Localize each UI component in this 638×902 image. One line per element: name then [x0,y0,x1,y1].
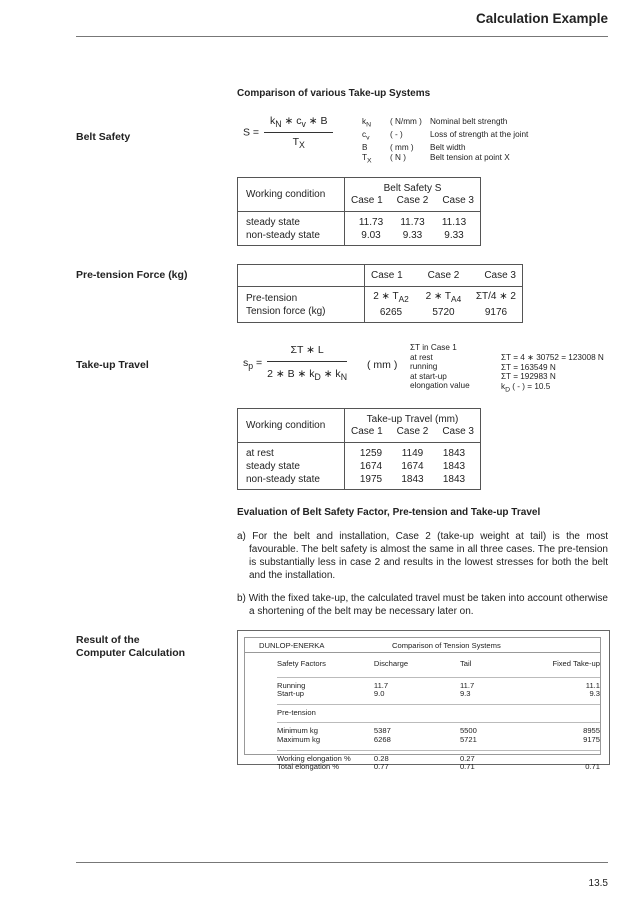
output-row [277,727,600,736]
footer-rule [76,862,608,863]
output-row [277,709,600,718]
row-label: Tension force (kg) [246,305,326,317]
paragraph-b-text: b) With the fixed take-up, the calculated travel must be taken into account otherwise a shortening of the belt may be necessary later on. [237,593,608,617]
takeup-values [501,353,604,395]
legend-unit: ( mm ) [390,143,414,153]
takeup-table [237,408,481,490]
legend-description: Nominal belt strength [430,117,508,126]
output-row [277,690,600,699]
formula-numerator: ΣT ∗ L [267,344,347,362]
row-values [351,229,474,242]
takeup-formula [243,344,347,382]
output-cell: 9.3 [589,689,600,699]
output-row-label: Total elongation % [277,762,340,772]
row-header: Working condition [238,409,345,443]
cell-value: 1843 [442,447,466,459]
cell-value: 9.33 [444,229,464,241]
pretension-label: Pre-tension Force (kg) [76,269,188,281]
output-cell: Fixed Take-up [552,659,600,668]
evaluation-paragraph-a [237,530,608,582]
output-row-label: Maximum kg [277,734,321,744]
takeup-unit: ( mm ) [367,359,398,371]
formula-denominator: 2 ∗ B ∗ $k_D$ ∗ $k_N$ [267,368,348,383]
row-label: steady state [246,460,300,472]
output-cell: 0.71 [585,762,600,772]
takeup-note: at rest [410,352,433,362]
cell-value: 1843 [442,460,466,472]
cell-value: 9176 [484,307,508,318]
cell-value: 1259 [359,447,383,459]
output-cell: 8955 [583,726,600,736]
legend-unit: ( N/mm ) [390,117,422,126]
takeup-note: running [410,362,438,372]
output-row [277,736,600,745]
output-cell: 9.0 [373,689,385,699]
output-cell: 0.77 [373,762,389,772]
output-row-label: Start-up [277,689,305,699]
row-values [351,216,474,229]
case-header: Case 1 [351,194,383,206]
legend-symbol: $c_v$ [362,130,370,142]
formula-lhs: S = [243,126,260,139]
output-header-row [277,660,600,672]
output-cell: 11.7 [459,680,475,690]
row-label: Pre-tension [246,292,298,304]
case-header: Case 2 [396,194,429,206]
output-row-label: Minimum kg [277,726,318,736]
computer-output-box [237,630,610,772]
output-cell: 6268 [373,734,391,744]
takeup-value: ΣT = 163549 N [501,362,556,372]
output-cell: 11.7 [373,680,389,690]
output-cell: 11.1 [585,680,600,690]
row-label: non-steady state [246,229,320,241]
legend-description: Belt width [430,143,466,153]
takeup-notes [410,343,470,391]
takeup-value: $k_D$ ( - ) = 10.5 [501,381,551,394]
cell-value: 1149 [401,447,424,459]
cell-value: 1674 [359,460,383,472]
output-cell: 0.71 [459,762,475,772]
legend-unit: ( N ) [390,153,406,163]
belt-safety-label: Belt Safety [76,131,131,143]
cell-value: 1843 [401,473,424,485]
cell-value: 2 ∗ $T_{A4}$ [425,291,462,304]
case-header: Case 2 [427,270,460,281]
comparison-title: Comparison of various Take-up Systems [237,88,431,99]
evaluation-paragraph-b [237,592,608,618]
belt-safety-legend [362,117,528,166]
cell-value: 1674 [401,460,424,472]
row-values [351,473,474,486]
takeup-note: at start-up [410,371,447,381]
output-cell: 5721 [459,734,477,744]
legend-symbol: $k_N$ [362,117,372,129]
cell-value: 1843 [442,473,466,485]
cell-value: 6265 [379,307,403,318]
case-header: Case 1 [351,425,383,437]
case-header: Case 3 [442,425,474,437]
pretension-blank-cell [238,265,365,287]
legend-row [362,143,528,153]
formula-lhs: $s_p$ = [243,356,263,371]
takeup-value: ΣT = 192983 N [501,372,556,382]
row-label: non-steady state [246,473,320,485]
case-header: Case 3 [484,270,516,281]
legend-symbol: $T_X$ [362,153,372,165]
output-brand: DUNLOP-ENERKA [259,641,325,650]
row-values [351,447,474,460]
output-row-label: Working elongation % [277,753,351,763]
belt-safety-formula [243,115,333,150]
case-header: Case 1 [371,270,403,281]
takeup-label: Take-up Travel [76,359,149,371]
formula-denominator: $T_X$ [292,136,305,151]
cell-value: 5720 [432,307,455,318]
output-cell: 9.3 [459,689,471,699]
output-title: Comparison of Tension Systems [392,641,501,650]
output-cell: 0.28 [373,753,389,763]
belt-safety-table [237,177,481,246]
legend-symbol: B [362,143,368,153]
page-header-title: Calculation Example [475,11,608,26]
output-section-label: Pre-tension [277,707,316,717]
output-row [277,763,600,772]
pretension-table [237,264,523,323]
output-cell: 5500 [459,726,477,736]
legend-row [362,153,528,166]
row-label: at rest [246,447,274,459]
legend-description: Belt tension at point X [430,153,510,163]
output-row-label: Safety Factors [277,659,326,668]
row-values [371,290,516,306]
group-header: Belt Safety S [383,182,442,194]
cell-value: 2 ∗ $T_{A2}$ [373,291,409,304]
cell-value: 9.03 [361,229,381,241]
header-rule [76,36,608,37]
cell-value: 11.73 [400,216,425,228]
legend-unit: ( - ) [390,130,403,140]
page-number: 13.5 [588,878,608,889]
group-header: Take-up Travel (mm) [366,413,459,425]
cell-value: 11.73 [358,216,384,228]
output-row-label: Running [277,680,306,690]
output-cell: Discharge [373,659,409,668]
row-values [371,306,516,319]
row-values [351,460,474,473]
paragraph-a-text: a) For the belt and installation, Case 2 (take-up weight at tail) is the most favourable. The belt safety is almost the same in all three cases. The pre-tension is substantially less in case 2 and results in the lowest stresses for both the belt and the installation. [237,531,608,581]
computer-output-panel [244,637,601,772]
result-label [76,634,185,660]
cell-value: 9.33 [402,229,423,241]
takeup-value: ΣT = 4 ∗ 30752 = 123008 N [501,353,604,362]
case-header: Case 2 [396,425,429,437]
output-title-bar [245,638,600,653]
cell-value: ΣT/4 ∗ 2 [475,291,516,302]
cell-value: 1975 [359,473,383,485]
output-table [277,660,600,772]
legend-row [362,130,528,143]
cell-value: 11.13 [441,216,467,228]
legend-description: Loss of strength at the joint [430,130,529,140]
output-cell: 5387 [373,726,391,736]
output-row [277,682,600,691]
result-label-line1: Result of the [76,634,140,646]
takeup-note: ΣT in Case 1 [410,343,457,352]
output-cell: 0.27 [459,753,475,763]
result-label-line2: Computer Calculation [76,647,186,659]
row-header: Working condition [238,178,345,212]
takeup-note: elongation value [410,381,470,391]
legend-row [362,117,528,130]
formula-numerator: $k_N$ ∗ $c_v$ ∗ B [264,115,333,133]
evaluation-title: Evaluation of Belt Safety Factor, Pre-tension and Take-up Travel [237,507,541,518]
output-cell: Tail [459,659,472,668]
row-label: steady state [246,216,300,228]
case-header: Case 3 [442,194,474,206]
output-cell: 9175 [583,734,600,744]
